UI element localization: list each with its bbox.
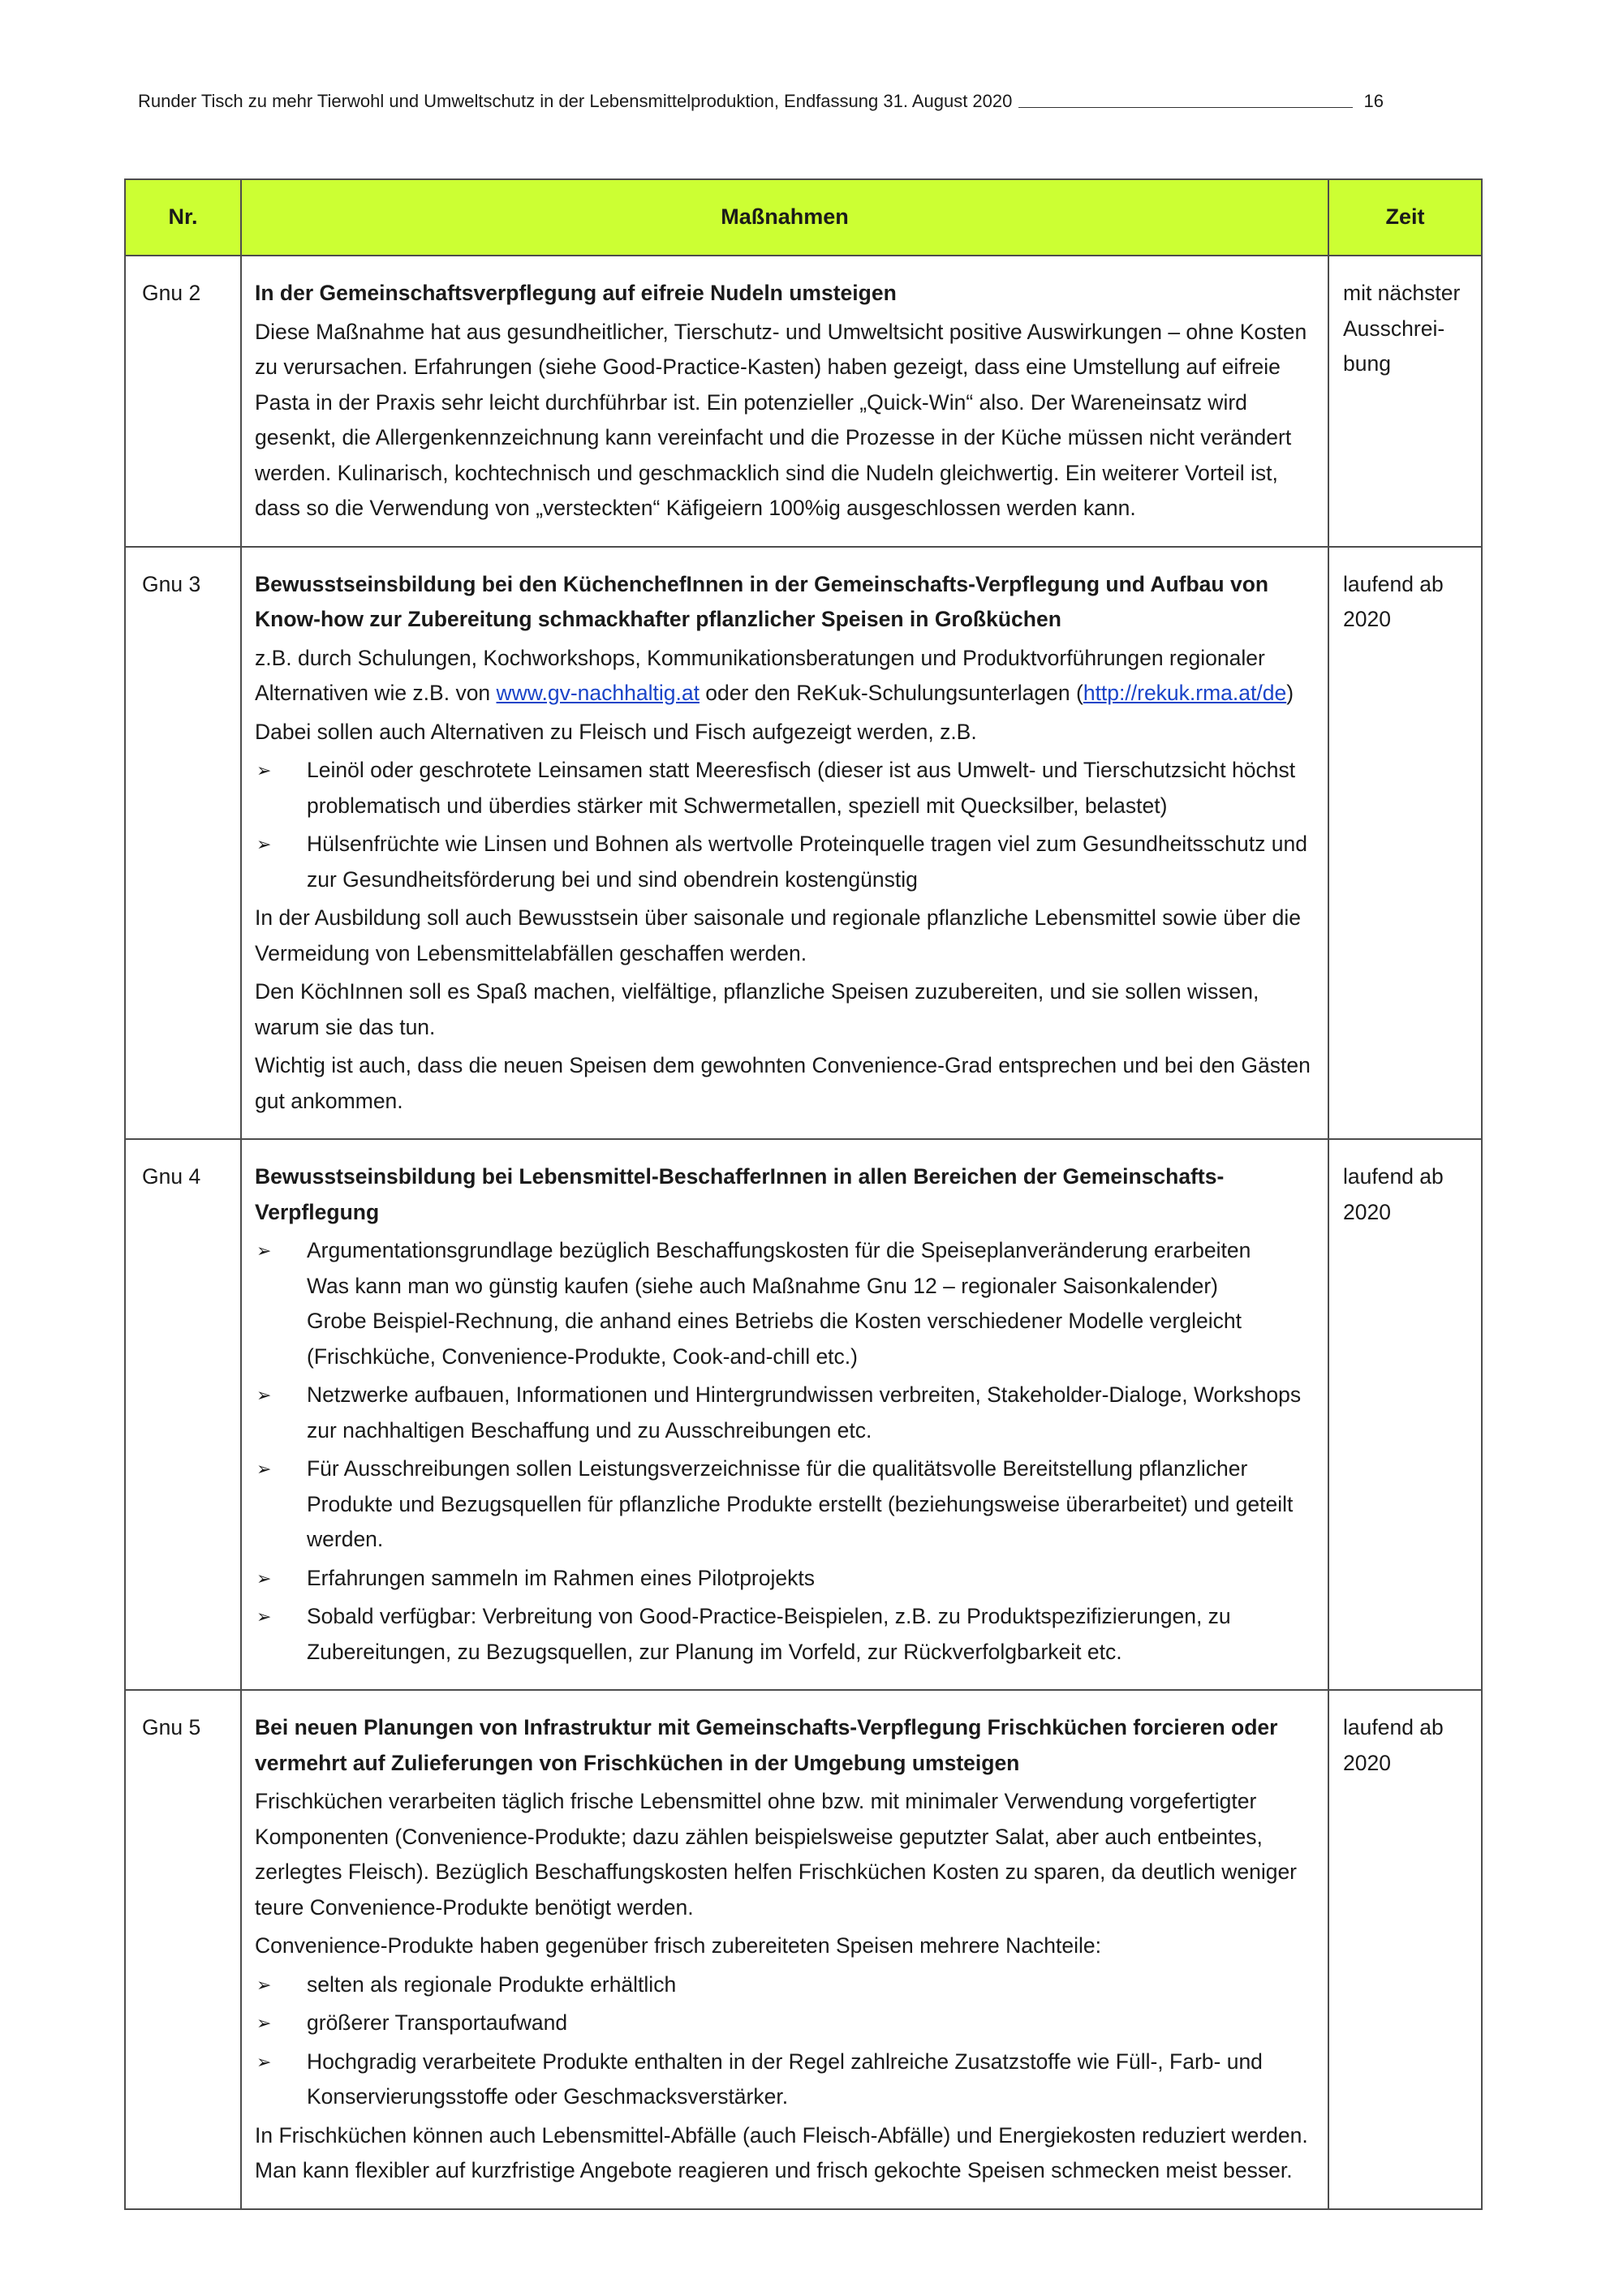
- table-row: [125, 1690, 1482, 2209]
- time-line: laufend ab: [1343, 571, 1444, 596]
- arrow-bullet-icon: ➢: [256, 1567, 272, 1589]
- text-segment: ): [1286, 681, 1294, 705]
- bullet-line: Was kann man wo günstig kaufen (siehe auch Maßnahme Gnu 12 – regionaler Saisonkalender): [307, 1273, 1218, 1298]
- row-number: Gnu 3: [125, 547, 241, 1140]
- table-row: [125, 1139, 1482, 1690]
- link-gv-nachhaltig[interactable]: www.gv-nachhaltig.at: [496, 681, 700, 705]
- measure-title: Bei neuen Planungen von Infrastruktur mit Gemeinschafts-Verpflegung Frischküchen forcieren oder vermehrt auf Zulieferungen von Frischküchen in der Umgebung umsteigen: [255, 1715, 1278, 1775]
- arrow-bullet-icon: ➢: [256, 1974, 272, 1995]
- arrow-bullet-icon: ➢: [256, 1385, 272, 1405]
- bullet-item: [255, 1967, 1315, 2003]
- measure-text: Diese Maßnahme hat aus gesundheitlicher, Tierschutz- und Umweltsicht positive Auswirkungen – ohne Kosten zu verursachen. Erfahrungen (siehe Good-Practice-Kasten) haben gezeigt, dass eine Umstellung auf eifreie Pasta in der Praxis sehr leicht durchführbar ist. Ein potenzieller „Quick-Win“ also. Der Wareneinsatz wird gesenkt, die Allergenkennzeichnung kann vereinfacht und die Prozesse in der Küche müssen nicht verändert werden. Kulinarisch, kochtechnisch und geschmacklich sind die Nudeln gleichwertig. Ein weiterer Vorteil ist, dass so die Verwendung von „versteckten“ Käfigeiern 100%ig ausgeschlossen werden kann.: [255, 319, 1307, 520]
- bullet-text: Hochgradig verarbeitete Produkte enthalten in der Regel zahlreiche Zusatzstoffe wie Füll-, Farb- und Konservierungsstoffe oder Geschmacksverstärker.: [307, 2049, 1263, 2109]
- time-cell: [1328, 1139, 1482, 1690]
- bullet-item: [255, 753, 1315, 823]
- bullet-text: [307, 1233, 1315, 1374]
- arrow-bullet-icon: ➢: [256, 1459, 272, 1479]
- page-number: 16: [1363, 91, 1384, 111]
- time-cell: [1328, 547, 1482, 1140]
- bullet-line: Grobe Beispiel-Rechnung, die anhand eines Betriebs die Kosten verschiedener Modelle vergleicht (Frischküche, Convenience-Produkte, Cook-and-chill etc.): [307, 1309, 1242, 1369]
- link-rekuk[interactable]: http://rekuk.rma.at/de: [1083, 681, 1287, 705]
- arrow-bullet-icon: ➢: [256, 1240, 272, 1261]
- text-segment: oder den ReKuk-Schulungsunterlagen (: [699, 681, 1083, 705]
- measure-cell: [241, 1139, 1328, 1690]
- arrow-bullet-icon: ➢: [256, 2013, 272, 2033]
- time-cell: [1328, 1690, 1482, 2209]
- bullet-text: Hülsenfrüchte wie Linsen und Bohnen als wertvolle Proteinquelle tragen viel zum Gesundheitsschutz und zur Gesundheitsförderung bei und sind obendrein kostengünstig: [307, 832, 1307, 892]
- header-zeit: Zeit: [1328, 179, 1482, 256]
- measure-title: In der Gemeinschaftsverpflegung auf eifreie Nudeln umsteigen: [255, 281, 897, 305]
- measures-table: [124, 178, 1483, 2210]
- arrow-bullet-icon: ➢: [256, 760, 272, 780]
- measure-title: Bewusstseinsbildung bei den KüchenchefInnen in der Gemeinschafts-Verpflegung und Aufbau von Know-how zur Zubereitung schmackhafter pflanzlicher Speisen in Großküchen: [255, 571, 1269, 631]
- bullet-text: selten als regionale Produkte erhältlich: [307, 1971, 677, 1997]
- measure-cell: [241, 256, 1328, 547]
- time-line: 2020: [1343, 607, 1391, 631]
- time-line: bung: [1343, 351, 1391, 376]
- table-row: [125, 547, 1482, 1140]
- row-number: Gnu 5: [125, 1690, 241, 2209]
- bullet-text: Für Ausschreibungen sollen Leistungsverzeichnisse für die qualitätsvolle Bereitstellung pflanzlicher Produkte und Bezugsquellen für pflanzliche Produkte erstellt (beziehungsweise überarbeitet) und geteilt werden.: [307, 1456, 1294, 1551]
- bullet-line: Argumentationsgrundlage bezüglich Beschaffungskosten für die Speiseplanveränderung erarbeiten: [307, 1238, 1251, 1262]
- bullet-item: [255, 1561, 1315, 1597]
- table-row: [125, 256, 1482, 547]
- time-line: mit nächster: [1343, 281, 1461, 305]
- measure-text: In der Ausbildung soll auch Bewusstsein über saisonale und regionale pflanzliche Lebensmittel sowie über die Vermeidung von Lebensmittelabfällen geschaffen werden.: [255, 905, 1302, 965]
- measure-text: In Frischküchen können auch Lebensmittel-Abfälle (auch Fleisch-Abfälle) und Energiekosten reduziert werden. Man kann flexibler auf kurzfristige Angebote reagieren und frisch gekochte Speisen schmecken meist besser.: [255, 2122, 1308, 2182]
- time-line: 2020: [1343, 1199, 1391, 1224]
- bullet-text: Leinöl oder geschrotete Leinsamen statt Meeresfisch (dieser ist aus Umwelt- und Tierschutzsicht höchst problematisch und überdies stärker mit Schwermetallen, speziell mit Quecksilber, belastet): [307, 758, 1296, 818]
- header-nr: Nr.: [125, 179, 241, 256]
- time-cell: [1328, 256, 1482, 547]
- header-title: Runder Tisch zu mehr Tierwohl und Umweltschutz in der Lebensmittelproduktion, Endfassung 31. August 2020: [138, 91, 1013, 111]
- arrow-bullet-icon: ➢: [256, 834, 272, 854]
- header-rule: [1018, 107, 1352, 108]
- bullet-item: [255, 1378, 1315, 1448]
- bullet-text: Erfahrungen sammeln im Rahmen eines Pilotprojekts: [307, 1565, 815, 1590]
- time-line: 2020: [1343, 1750, 1391, 1775]
- measure-cell: [241, 1690, 1328, 2209]
- header-massnahmen: Maßnahmen: [241, 179, 1328, 256]
- measure-text: Dabei sollen auch Alternativen zu Fleisch und Fisch aufgezeigt werden, z.B.: [255, 719, 977, 744]
- table-header-row: [125, 179, 1482, 256]
- row-number: Gnu 4: [125, 1139, 241, 1690]
- time-line: Ausschrei-: [1343, 316, 1445, 341]
- measure-text: Frischküchen verarbeiten täglich frische Lebensmittel ohne bzw. mit minimaler Verwendung vorgefertigter Komponenten (Convenience-Produkte; dazu zählen beispielsweise geputzter Salat, aber auch entbeintes, zerlegtes Fleisch). Bezüglich Beschaffungskosten helfen Frischküchen Kosten zu sparen, da deutlich weniger teure Convenience-Produkte benötigt werden.: [255, 1789, 1298, 1920]
- arrow-bullet-icon: ➢: [256, 2051, 272, 2072]
- bullet-item: [255, 1233, 1315, 1374]
- page-header: [138, 91, 1400, 112]
- bullet-text: Sobald verfügbar: Verbreitung von Good-Practice-Beispielen, z.B. zu Produktspezifizierungen, zu Zubereitungen, zu Bezugsquellen, zur Planung im Vorfeld, zur Rückverfolgbarkeit etc.: [307, 1604, 1231, 1664]
- measure-cell: [241, 547, 1328, 1140]
- measure-text: Den KöchInnen soll es Spaß machen, vielfältige, pflanzliche Speisen zuzubereiten, und sie sollen wissen, warum sie das tun.: [255, 979, 1259, 1039]
- bullet-item: [255, 1599, 1315, 1670]
- bullet-item: [255, 2044, 1315, 2115]
- row-number: Gnu 2: [125, 256, 241, 547]
- arrow-bullet-icon: ➢: [256, 1606, 272, 1627]
- measure-text: [255, 641, 1315, 712]
- bullet-item: [255, 1451, 1315, 1558]
- bullet-text: größerer Transportaufwand: [307, 2010, 568, 2035]
- bullet-item: [255, 827, 1315, 897]
- time-line: laufend ab: [1343, 1164, 1444, 1189]
- measure-text: Convenience-Produkte haben gegenüber frisch zubereiteten Speisen mehrere Nachteile:: [255, 1933, 1101, 1958]
- time-line: laufend ab: [1343, 1715, 1444, 1739]
- bullet-item: [255, 2006, 1315, 2041]
- measure-text: Wichtig ist auch, dass die neuen Speisen dem gewohnten Convenience-Grad entsprechen und bei den Gästen gut ankommen.: [255, 1053, 1311, 1113]
- measure-title: Bewusstseinsbildung bei Lebensmittel-BeschafferInnen in allen Bereichen der Gemeinschafts-Verpflegung: [255, 1164, 1225, 1224]
- bullet-text: Netzwerke aufbauen, Informationen und Hintergrundwissen verbreiten, Stakeholder-Dialoge, Workshops zur nachhaltigen Beschaffung und zu Ausschreibungen etc.: [307, 1382, 1302, 1443]
- text-segment: z.B. durch Schulungen, Kochworkshops, Kommunikationsberatungen und Produktvorführungen regionaler Alternativen wie z.B. von: [255, 645, 1265, 705]
